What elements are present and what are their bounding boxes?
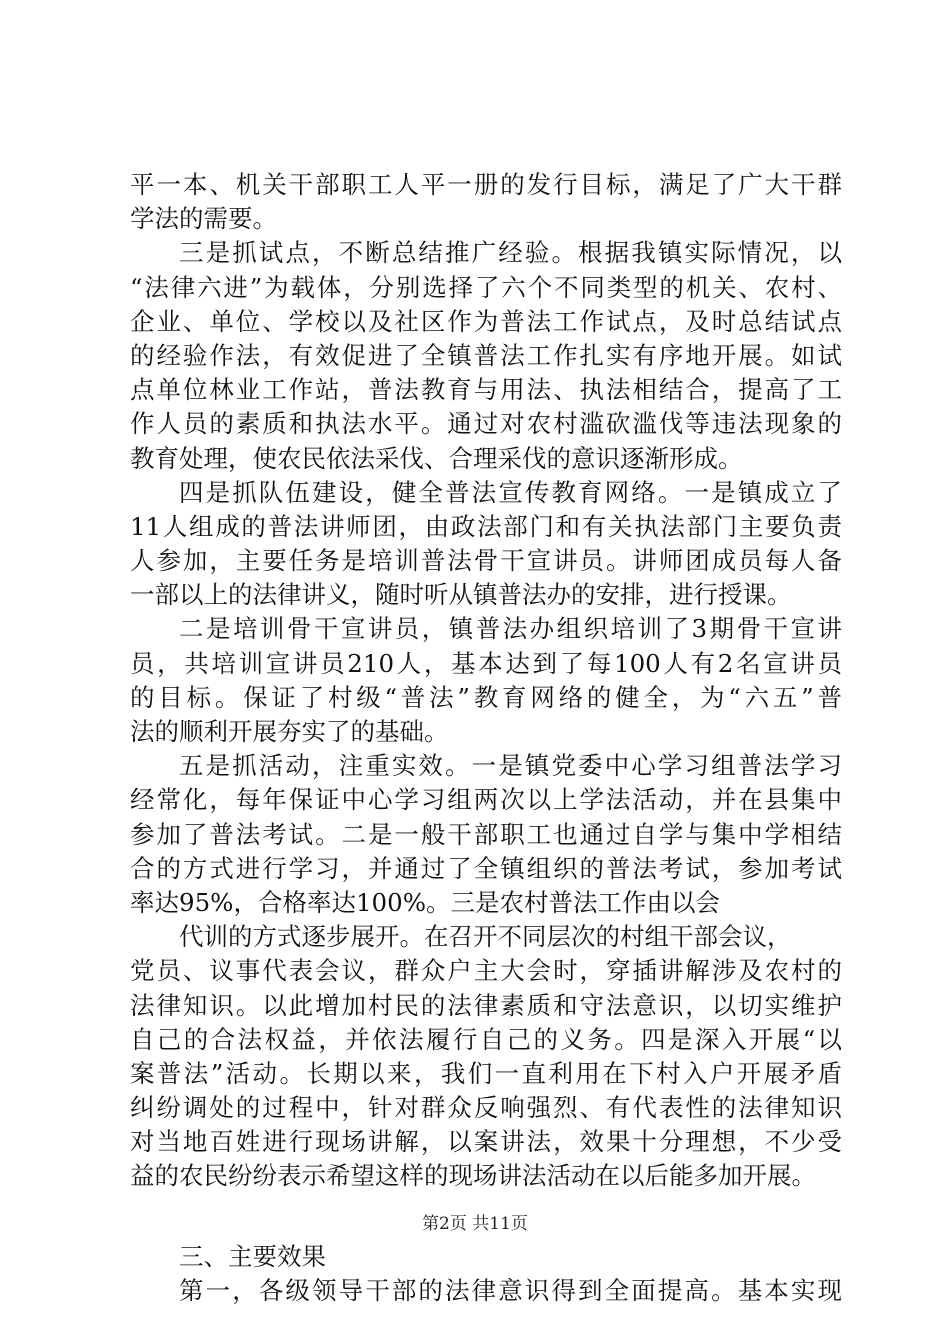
paragraph-start: 代训的方式逐步展开。在召开不同层次的村组干部会议， [179,922,792,952]
text-line: 法律知识。以此增加村民的法律素质和守法意识，以切实维护 [130,990,842,1020]
text-line: 的目标。保证了村级“普法”教育网络的健全，为“六五”普 [130,682,842,712]
text-line: 参加了普法考试。二是一般干部职工也通过自学与集中学相结 [130,819,842,849]
text-line: 一部以上的法律讲义，随时听从镇普法办的安排，进行授课。 [130,580,792,610]
text-line: 对当地百姓进行现场讲解，以案讲法，效果十分理想，不少受 [130,1127,842,1157]
text-line: “法律六进”为载体，分别选择了六个不同类型的机关、农村、 [130,272,842,302]
text-line: 员，共培训宣讲员210人，基本达到了每100人有2名宣讲员 [130,648,842,678]
paragraph-start: 二是培训骨干宣讲员，镇普法办组织培训了3期骨干宣讲 [179,614,842,644]
text-line: 益的农民纷纷表示希望这样的现场讲法活动在以后能多加开展。 [130,1161,816,1191]
paragraph-start: 四是抓队伍建设，健全普法宣传教育网络。一是镇成立了 [179,477,842,507]
text-line: 率达95%，合格率达100%。三是农村普法工作由以会 [130,887,720,917]
text-line: 自己的合法权益，并依法履行自己的义务。四是深入开展“以 [130,1024,842,1054]
paragraph-start: 三是抓试点，不断总结推广经验。根据我镇实际情况，以 [179,238,842,268]
text-line: 平一本、机关干部职工人平一册的发行目标，满足了广大干群 [130,170,842,199]
text-line: 学法的需要。 [130,204,277,234]
paragraph-start: 第一，各级领导干部的法律意识得到全面提高。基本实现 [179,1275,842,1305]
paragraph-start: 五是抓活动，注重实效。一是镇党委中心学习组普法学习 [179,751,842,781]
text-line: 点单位林业工作站，普法教育与用法、执法相结合，提高了工 [130,375,842,405]
text-line: 案普法”活动。长期以来，我们一直利用在下村入户开展矛盾 [130,1058,842,1088]
text-line: 法的顺利开展夯实了的基础。 [130,717,449,746]
text-line: 教育处理，使农民依法采伐、合理采伐的意识逐渐形成。 [130,443,743,473]
text-line: 的经验作法，有效促进了全镇普法工作扎实有序地开展。如试 [130,340,842,370]
text-line: 企业、单位、学校以及社区作为普法工作试点，及时总结试点 [130,306,842,336]
document-body [130,168,842,1308]
section-heading: 三、主要效果 [179,1241,326,1271]
page-number-footer: 第2页 共11页 [422,1214,528,1234]
text-line: 合的方式进行学习，并通过了全镇组织的普法考试，参加考试 [130,853,842,883]
text-line: 人参加，主要任务是培训普法骨干宣讲员。讲师团成员每人备 [130,546,842,576]
text-line: 党员、议事代表会议，群众户主大会时，穿插讲解涉及农村的 [130,956,842,986]
text-line: 作人员的素质和执法水平。通过对农村滥砍滥伐等违法现象的 [130,409,842,439]
text-line: 11人组成的普法讲师团，由政法部门和有关执法部门主要负责 [130,511,842,541]
text-line: 经常化，每年保证中心学习组两次以上学法活动，并在县集中 [130,785,842,815]
text-line: 纠纷调处的过程中，针对群众反响强烈、有代表性的法律知识 [130,1093,842,1123]
